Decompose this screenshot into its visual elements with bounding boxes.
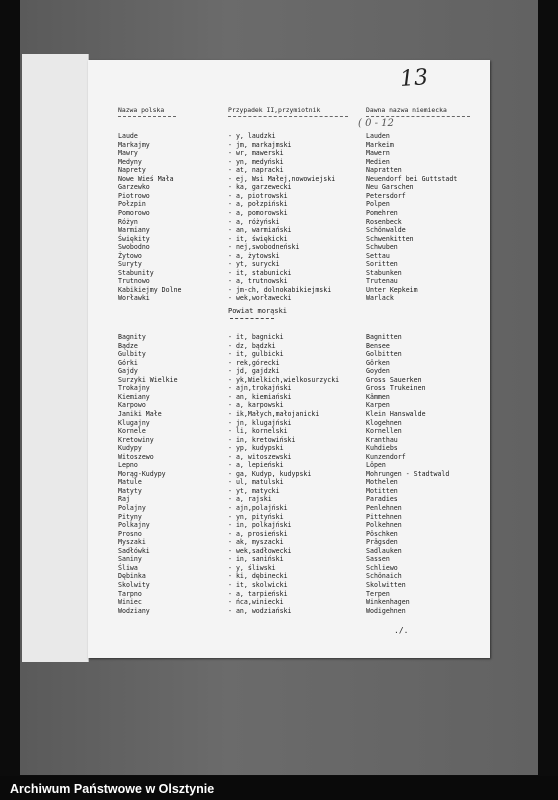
table-row [88, 294, 490, 303]
table-row [88, 427, 490, 436]
table-row [88, 235, 490, 244]
german-name: Bagnitten [366, 333, 402, 341]
german-name: Terpen [366, 589, 390, 598]
polish-name: Tarpno [118, 589, 142, 598]
german-name: Schwuben [366, 243, 398, 252]
genitive-adjective: - ki, dębinecki [228, 572, 288, 581]
german-name: Wodigehnen [366, 606, 406, 615]
german-name: Petersdorf [366, 191, 406, 200]
polish-name: Skolwity [118, 580, 150, 589]
genitive-adjective: - it, bagnicki [228, 333, 284, 341]
polish-name: Górki [118, 358, 138, 367]
german-name: Skolwitten [366, 580, 406, 589]
polish-name: Trokajny [118, 384, 150, 393]
polish-name: Swobodno [118, 243, 150, 252]
german-name: Golbitten [366, 350, 402, 359]
polish-name: Matyty [118, 486, 142, 495]
table-row [88, 521, 490, 530]
german-name: Rosenbeck [366, 217, 402, 226]
polish-name: Świękity [118, 234, 150, 243]
polish-name: Kudypy [118, 444, 142, 453]
table-row [88, 419, 490, 428]
german-name: Penlehnen [366, 504, 402, 512]
german-name: Stabunken [366, 268, 402, 277]
table-row [88, 367, 490, 376]
german-name: Sassen [366, 555, 390, 564]
polish-name: Mawry [118, 149, 138, 158]
section-underline [230, 318, 274, 319]
german-name: Lauden [366, 132, 390, 140]
polish-name: Nowe Wieś Mała [118, 174, 174, 183]
table-row [88, 158, 490, 167]
german-name: Görken [366, 358, 390, 367]
polish-name: Markajmy [118, 140, 150, 149]
table-row [88, 260, 490, 269]
german-name: Goyden [366, 367, 390, 376]
genitive-adjective: - a, prosieński [228, 529, 288, 538]
genitive-adjective: - it, gulbicki [228, 350, 284, 359]
genitive-adjective: - a, żytowski [228, 251, 280, 260]
german-name: Trutenau [366, 277, 398, 286]
table-row [88, 555, 490, 564]
genitive-adjective: - a, połzpiński [228, 200, 288, 209]
table-row [88, 175, 490, 184]
genitive-adjective: - ik,Małych,małojanicki [228, 409, 320, 418]
table-row [88, 581, 490, 590]
genitive-adjective: - wek,sadłowecki [228, 546, 292, 555]
polish-name: Medyny [118, 157, 142, 166]
german-name: Mawern [366, 149, 390, 158]
section-title: Powiat morąski [228, 307, 288, 315]
table-row [88, 286, 490, 295]
genitive-adjective: - it, skolwicki [228, 580, 288, 589]
polish-name: Wodziany [118, 606, 150, 615]
table-row [88, 209, 490, 218]
table-row [88, 461, 490, 470]
table-row [88, 410, 490, 419]
polish-name: Lepno [118, 461, 138, 470]
table-row [88, 384, 490, 393]
genitive-adjective: - nej,swobodneński [228, 243, 300, 252]
polish-name: Dębinka [118, 572, 146, 581]
table-row [88, 149, 490, 158]
table-row [88, 333, 490, 342]
table-row [88, 376, 490, 385]
genitive-adjective: - jd, gajdzki [228, 367, 280, 376]
genitive-adjective: - yp, kudypski [228, 444, 284, 453]
table-row [88, 607, 490, 616]
polish-name: Stabunity [118, 268, 154, 277]
polish-name: Suryty [118, 260, 142, 269]
polish-name: Piotrowo [118, 191, 150, 200]
genitive-adjective: - a, różyński [228, 217, 280, 226]
genitive-adjective: - ajn,trokajński [228, 384, 292, 393]
polish-name: Kabikiejmy Dolne [118, 285, 182, 294]
polish-name: Warmiany [118, 226, 150, 235]
german-name: Medien [366, 157, 390, 166]
table-row [88, 590, 490, 599]
table-row [88, 166, 490, 175]
german-name: Pomehren [366, 208, 398, 217]
polish-name: Kornele [118, 427, 146, 436]
table-row [88, 218, 490, 227]
genitive-adjective: - ńca,winiecki [228, 598, 284, 607]
table-row [88, 393, 490, 402]
polish-name: Różyn [118, 217, 138, 226]
table-row [88, 252, 490, 261]
header-underline [366, 116, 470, 117]
german-name: Unter Kepkeim [366, 285, 418, 294]
german-name: Bensee [366, 341, 390, 350]
german-name: Kämmen [366, 392, 390, 401]
table-row [88, 401, 490, 410]
polish-name: Matule [118, 478, 142, 487]
header-polish-name: Nazwa polska [118, 106, 165, 114]
german-name: Pittehnen [366, 512, 402, 521]
polish-name: Pityny [118, 512, 142, 521]
polish-name: Myszaki [118, 538, 146, 547]
german-name: Pöschken [366, 529, 398, 538]
polish-name: Garzewko [118, 183, 150, 192]
header-underline [228, 116, 348, 117]
genitive-adjective: - a, karpowski [228, 401, 284, 410]
genitive-adjective: - a, piotrowski [228, 191, 288, 200]
genitive-adjective: - a, lepieński [228, 461, 284, 470]
polish-name: Pomorowo [118, 208, 150, 217]
german-name: Paradies [366, 495, 398, 504]
genitive-adjective: - ej, Wsi Małej,nowowiejski [228, 174, 336, 183]
table-row [88, 444, 490, 453]
table-row [88, 572, 490, 581]
german-name: Kunzendorf [366, 452, 406, 461]
german-name: Napratten [366, 166, 402, 175]
polish-name: Bagnity [118, 333, 146, 341]
polish-name: Winiec [118, 598, 142, 607]
german-name: Klogehnen [366, 418, 402, 427]
polish-name: Połzpin [118, 200, 146, 209]
genitive-adjective: - wek,worławecki [228, 294, 292, 303]
table-row [88, 243, 490, 252]
genitive-adjective: - yn, pityński [228, 512, 284, 521]
table-row [88, 478, 490, 487]
genitive-adjective: - it, świękicki [228, 234, 288, 243]
polish-name: Prosno [118, 529, 142, 538]
table-row [88, 504, 490, 513]
german-name: Neuendorf bei Guttstadt [366, 174, 458, 183]
genitive-adjective: - a, tarpieński [228, 589, 288, 598]
genitive-adjective: - yt, matycki [228, 486, 280, 495]
table-row [88, 183, 490, 192]
polish-name: Gajdy [118, 367, 138, 376]
genitive-adjective: - a, pomorowski [228, 208, 288, 217]
archive-name: Archiwum Państwowe w Olsztynie [10, 782, 215, 796]
german-name: Prägsden [366, 538, 398, 547]
polish-name: Surzyki Wielkie [118, 375, 178, 384]
genitive-adjective: - jm, markajmski [228, 140, 292, 149]
german-name: Kranthau [366, 435, 398, 444]
german-name: Schönaich [366, 572, 402, 581]
genitive-adjective: - in, kretowiński [228, 435, 296, 444]
header-german-name: Dawna nazwa niemiecka [366, 106, 447, 114]
polish-name: Witoszewo [118, 452, 154, 461]
german-name: Mohrungen - Stadtwald [366, 469, 450, 478]
table-row [88, 132, 490, 141]
genitive-adjective: - ka, garzewecki [228, 183, 292, 192]
polish-name: Saniny [118, 555, 142, 564]
genitive-adjective: - yn, medyński [228, 157, 284, 166]
genitive-adjective: - at, napracki [228, 166, 284, 175]
table-row [88, 547, 490, 556]
german-name: Kornellen [366, 427, 402, 436]
polish-name: Gulbity [118, 350, 146, 359]
table-row [88, 487, 490, 496]
genitive-adjective: - in, saniński [228, 555, 284, 564]
polish-name: Kretowiny [118, 435, 154, 444]
table-row [88, 495, 490, 504]
table-row [88, 192, 490, 201]
polish-name: Worławki [118, 294, 150, 303]
polish-name: Polkajny [118, 521, 150, 530]
polish-name: Kiemiany [118, 392, 150, 401]
german-name: Motitten [366, 486, 398, 495]
table-row [88, 436, 490, 445]
german-name: Löpen [366, 461, 386, 470]
table-row [88, 359, 490, 368]
table-row [88, 513, 490, 522]
polish-name: Sadłówki [118, 546, 150, 555]
table-row [88, 453, 490, 462]
german-name: Schönwalde [366, 226, 406, 235]
genitive-adjective: - an, kiemiański [228, 392, 292, 401]
genitive-adjective: - ul, matulski [228, 478, 284, 487]
german-name: Schwenkitten [366, 234, 414, 243]
polish-name: Naprety [118, 166, 146, 175]
genitive-adjective: - an, wodziański [228, 606, 292, 615]
genitive-adjective: - yt, surycki [228, 260, 280, 269]
genitive-adjective: - rek,górecki [228, 358, 280, 367]
german-name: Gross Sauerken [366, 375, 422, 384]
german-name: Neu Garschen [366, 183, 414, 192]
folio-number: 13 [399, 65, 429, 92]
table-row [88, 564, 490, 573]
german-name: Polpen [366, 200, 390, 209]
german-name: Polkehnen [366, 521, 402, 530]
handwritten-note: ( 0 - 12 [358, 118, 394, 129]
genitive-adjective: - ga, Kudyp, kudypski [228, 469, 312, 478]
table-row [88, 226, 490, 235]
polish-name: Trutnowo [118, 277, 150, 286]
genitive-adjective: - in, polkajński [228, 521, 292, 530]
genitive-adjective: - ajn,polajński [228, 504, 288, 512]
genitive-adjective: - y, laudzki [228, 132, 276, 140]
table-row [88, 342, 490, 351]
document-page [88, 60, 490, 658]
german-name: Winkenhagen [366, 598, 410, 607]
table-row [88, 530, 490, 539]
table-row [88, 277, 490, 286]
underlying-page [22, 54, 89, 662]
genitive-adjective: - jn, klugajński [228, 418, 292, 427]
table-row [88, 200, 490, 209]
genitive-adjective: - a, trutnowski [228, 277, 288, 286]
german-name: Markeim [366, 140, 394, 149]
genitive-adjective: - a, witoszewski [228, 452, 292, 461]
german-name: Schliewo [366, 563, 398, 572]
table-row [88, 538, 490, 547]
table-row [88, 470, 490, 479]
german-name: Soritten [366, 260, 398, 269]
genitive-adjective: - an, warmiański [228, 226, 292, 235]
table-row [88, 598, 490, 607]
polish-name: Karpowo [118, 401, 146, 410]
genitive-adjective: - a, rajski [228, 495, 272, 504]
genitive-adjective: - jm-ch, dolnokabikiejmski [228, 285, 332, 294]
german-name: Kuhdiebs [366, 444, 398, 453]
polish-name: Janiki Małe [118, 409, 162, 418]
german-name: Mothelen [366, 478, 398, 487]
german-name: Sadlauken [366, 546, 402, 555]
german-name: Klein Hanswalde [366, 409, 426, 418]
header-genitive: Przypadek II,przymiotnik [228, 106, 321, 114]
genitive-adjective: - wr, mawerski [228, 149, 284, 158]
german-name: Warlack [366, 294, 394, 303]
polish-name: Polajny [118, 504, 146, 512]
polish-name: Żytowo [118, 251, 142, 260]
header-underline [118, 116, 176, 117]
genitive-adjective: - ak, myszacki [228, 538, 284, 547]
polish-name: Laude [118, 132, 138, 140]
polish-name: Klugajny [118, 418, 150, 427]
table-row [88, 350, 490, 359]
genitive-adjective: - y, śliwski [228, 563, 276, 572]
german-name: Karpen [366, 401, 390, 410]
genitive-adjective: - it, stabunicki [228, 268, 292, 277]
polish-name: Raj [118, 495, 130, 504]
genitive-adjective: - yk,Wielkich,wielkosurzycki [228, 375, 340, 384]
table-row [88, 141, 490, 150]
polish-name: Morąg-Kudypy [118, 469, 166, 478]
table-row [88, 269, 490, 278]
genitive-adjective: - li, kornelski [228, 427, 288, 436]
archive-footer [0, 776, 558, 800]
genitive-adjective: - dz, bądzki [228, 341, 276, 350]
german-name: Gross Trukeinen [366, 384, 426, 393]
polish-name: Bądze [118, 341, 138, 350]
end-mark: ./. [394, 626, 409, 635]
german-name: Settau [366, 251, 390, 260]
polish-name: Śliwa [118, 563, 138, 572]
